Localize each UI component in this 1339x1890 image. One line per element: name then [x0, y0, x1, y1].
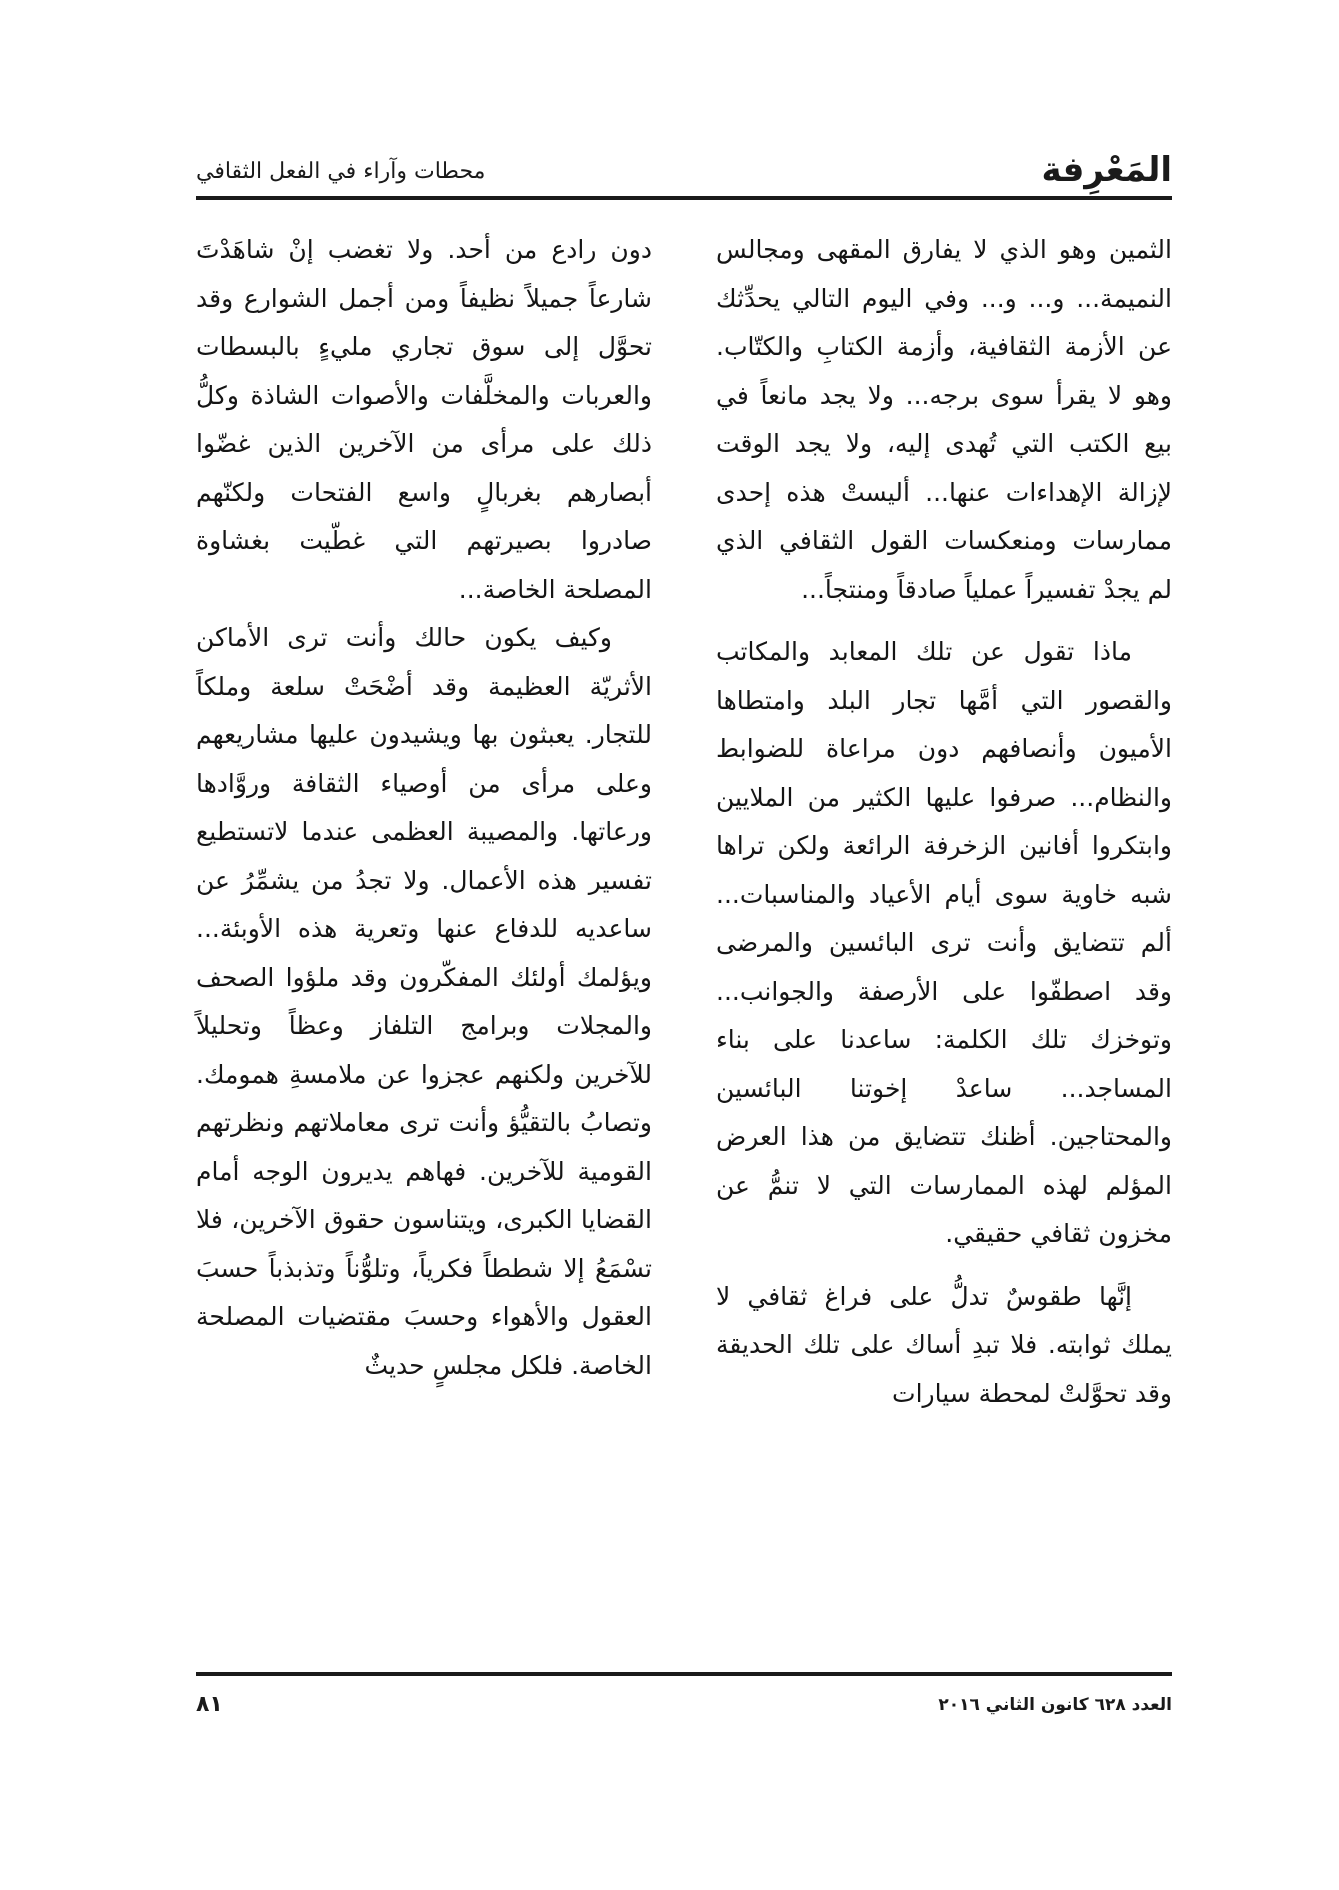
- left-column: [196, 226, 652, 1390]
- paragraph: دون رادع من أحد. ولا تغضب إنْ شاهَدْتَ شارعاً جميلاً نظيفاً ومن أجمل الشوارع وقد تحوَّل إلى سوق تجاري مليءٍ بالبسطات والعربات والمخلَّفات والأصوات الشاذة وكلُّ ذلك على مرأى من الآخرين الذين غضّوا أبصارهم بغربالٍ واسع الفتحات ولكنّهم صادروا بصيرتهم التي غطّيت بغشاوة المصلحة الخاصة...: [196, 235, 652, 604]
- paragraph: ماذا تقول عن تلك المعابد والمكاتب والقصور التي أمَّها تجار البلد وامتطاها الأميون وأنصافهم دون مراعاة للضوابط والنظام... صرفوا عليها الكثير من الملايين وابتكروا أفانين الزخرفة الرائعة ولكن تراها شبه خاوية سوى أيام الأعياد والمناسبات... ألم تتضايق وأنت ترى البائسين والمرضى وقد اصطفّوا على الأرصفة والجوانب... وتوخزك تلك الكلمة: ساعدنا على بناء المساجد... ساعدْ إخوتنا البائسين والمحتاجين. أظنك تتضايق من هذا العرض المؤلم لهذه الممارسات التي لا تنمُّ عن مخزون ثقافي حقيقي.: [716, 637, 1172, 1248]
- paragraph: الثمين وهو الذي لا يفارق المقهى ومجالس النميمة... و... و... وفي اليوم التالي يحدِّثك عن الأزمة الثقافية، وأزمة الكتابِ والكتّاب. وهو لا يقرأ سوى برجه... ولا يجد مانعاً في بيع الكتب التي تُهدى إليه، ولا يجد الوقت لإزالة الإهداءات عنها... أليستْ هذه إحدى ممارسات ومنعكسات القول الثقافي الذي لم يجدْ تفسيراً عملياً صادقاً ومنتجاً...: [716, 235, 1172, 604]
- header-rule: [196, 196, 1172, 200]
- page-header: [196, 150, 1172, 196]
- magazine-logo: المَعْرِفة: [1041, 150, 1172, 190]
- right-column: [716, 226, 1172, 1418]
- page-number: ٨١: [196, 1692, 223, 1717]
- paragraph: وكيف يكون حالك وأنت ترى الأماكن الأثريّة العظيمة وقد أضْحَتْ سلعة وملكاً للتجار. يعبثون بها ويشيدون عليها مشاريعهم وعلى مرأى من أوصياء الثقافة وروَّادها ورعاتها. والمصيبة العظمى عندما لاتستطيع تفسير هذه الأعمال. ولا تجدُ من يشمِّرُ عن ساعديه للدفاع عنها وتعرية هذه الأوبئة... ويؤلمك أولئك المفكّرون وقد ملؤوا الصحف والمجلات وبرامج التلفاز وعظاً وتحليلاً للآخرين ولكنهم عجزوا عن ملامسةِ همومك. وتصابُ بالتقيُّؤ وأنت ترى معاملاتهم ونظرتهم القومية للآخرين. فهاهم يديرون الوجه أمام القضايا الكبرى، ويتناسون حقوق الآخرين، فلا تسْمَعُ إلا شططاً فكرياً، وتلوُّناً وتذبذباً حسبَ العقول والأهواء وحسبَ مقتضيات المصلحة الخاصة. فلكل مجلسٍ حديثٌ: [196, 623, 652, 1380]
- page-footer: [196, 1688, 1172, 1728]
- footer-rule: [196, 1672, 1172, 1676]
- paragraph: إنَّها طقوسٌ تدلُّ على فراغ ثقافي لا يملك ثوابته. فلا تبدِ أساك على تلك الحديقة وقد تحوَّلتْ لمحطة سيارات: [716, 1281, 1172, 1408]
- running-title: محطات وآراء في الفعل الثقافي: [196, 159, 486, 184]
- issue-info: العدد ٦٢٨ كانون الثاني ٢٠١٦: [938, 1695, 1172, 1715]
